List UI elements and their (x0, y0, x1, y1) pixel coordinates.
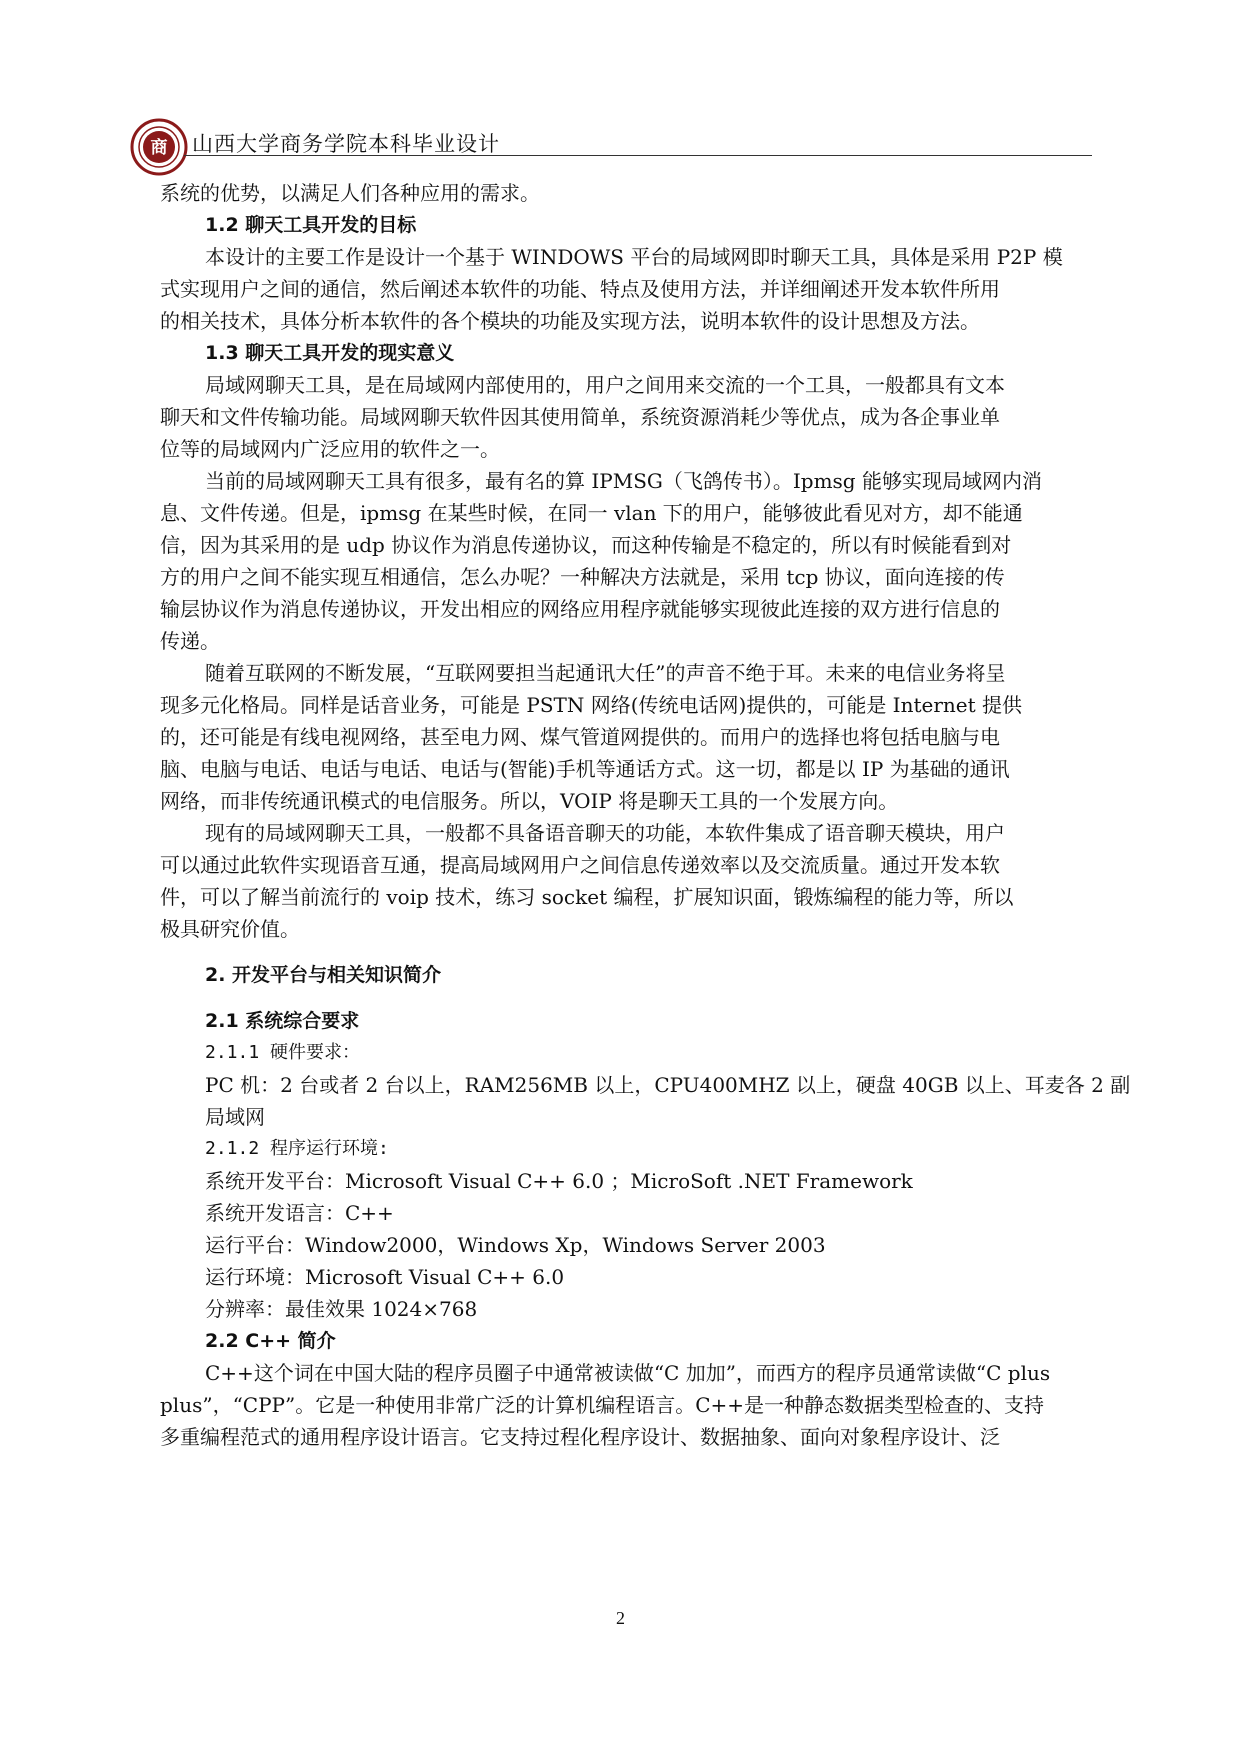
section-heading-2-2: 2.2 C++ 简介 (205, 1330, 336, 1352)
subsection-heading-2-1-1: 2.1.1 硬件要求： (205, 1042, 361, 1063)
subsection-heading-2-1-2: 2.1.2 程序运行环境: (205, 1138, 389, 1159)
paragraph-line: 当前的局域网聊天工具有很多，最有名的算 IPMSG（飞鸽传书）。Ipmsg 能够实现局域网内消 (205, 469, 1042, 493)
paragraph-line: 随着互联网的不断发展，“互联网要担当起通讯大任”的声音不绝于耳。未来的电信业务将呈 (205, 661, 1006, 685)
header-title: 山西大学商务学院本科毕业设计 (192, 132, 500, 156)
paragraph-line: 的相关技术，具体分析本软件的各个模块的功能及实现方法，说明本软件的设计思想及方法。 (160, 309, 980, 333)
page-header (130, 118, 1092, 158)
paragraph-line: 本设计的主要工作是设计一个基于 WINDOWS 平台的局域网即时聊天工具，具体是采用 P2P 模 (205, 245, 1063, 269)
university-seal-icon (130, 118, 188, 176)
svg-text:商: 商 (150, 138, 168, 158)
paragraph-line: 方的用户之间不能实现互相通信，怎么办呢？一种解决方法就是，采用 tcp 协议，面向连接的传 (160, 565, 1005, 589)
paragraph-line: 分辨率：最佳效果 1024×768 (205, 1297, 478, 1321)
paragraph-line: 聊天和文件传输功能。局域网聊天软件因其使用简单，系统资源消耗少等优点，成为各企事业单 (160, 405, 1000, 429)
section-heading-2-1: 2.1 系统综合要求 (205, 1010, 360, 1032)
paragraph-line: 运行平台：Window2000，Windows Xp，Windows Server 2003 (205, 1233, 826, 1257)
page-number: 2 (616, 1608, 625, 1628)
header-rule (184, 155, 1092, 156)
chapter-heading-2: 2. 开发平台与相关知识简介 (205, 964, 442, 986)
paragraph-line: 多重编程范式的通用程序设计语言。它支持过程化程序设计、数据抽象、面向对象程序设计、泛 (160, 1425, 1000, 1449)
section-heading-1-2: 1.2 聊天工具开发的目标 (205, 214, 417, 236)
paragraph-line: 系统开发平台：Microsoft Visual C++ 6.0 ；MicroSoft .NET Framework (205, 1169, 913, 1193)
paragraph-line: 现多元化格局。同样是话音业务，可能是 PSTN 网络(传统电话网)提供的，可能是 Internet 提供 (160, 693, 1023, 717)
paragraph-line: 极具研究价值。 (160, 917, 300, 941)
paragraph-line: 脑、电脑与电话、电话与电话、电话与(智能)手机等通话方式。这一切，都是以 IP 为基础的通讯 (160, 757, 1010, 781)
paragraph-line: 系统的优势，以满足人们各种应用的需求。 (160, 181, 540, 205)
paragraph-line: 信，因为其采用的是 udp 协议作为消息传递协议，而这种传输是不稳定的，所以有时候能看到对 (160, 533, 1012, 557)
paragraph-line: 的，还可能是有线电视网络，甚至电力网、煤气管道网提供的。而用户的选择也将包括电脑与电 (160, 725, 1000, 749)
paragraph-line: 系统开发语言：C++ (205, 1201, 394, 1225)
paragraph-line: 传递。 (160, 629, 220, 653)
paragraph-line: plus”，“CPP”。它是一种使用非常广泛的计算机编程语言。C++是一种静态数据类型检查的、支持 (160, 1393, 1045, 1417)
paragraph-line: 局域网聊天工具，是在局域网内部使用的，用户之间用来交流的一个工具，一般都具有文本 (205, 373, 1005, 397)
paragraph-line: 输层协议作为消息传递协议，开发出相应的网络应用程序就能够实现彼此连接的双方进行信息的 (160, 597, 1000, 621)
paragraph-line: 局域网 (205, 1105, 265, 1129)
paragraph-line: PC 机：2 台或者 2 台以上，RAM256MB 以上，CPU400MHZ 以上，硬盘 40GB 以上、耳麦各 2 副 (205, 1073, 1131, 1097)
paragraph-line: 式实现用户之间的通信，然后阐述本软件的功能、特点及使用方法，并详细阐述开发本软件所用 (160, 277, 1000, 301)
paragraph-line: 网络，而非传统通讯模式的电信服务。所以，VOIP 将是聊天工具的一个发展方向。 (160, 789, 899, 813)
section-heading-1-3: 1.3 聊天工具开发的现实意义 (205, 342, 455, 364)
paragraph-line: C++这个词在中国大陆的程序员圈子中通常被读做“C 加加”，而西方的程序员通常读做“C plus (205, 1361, 1051, 1385)
paragraph-line: 现有的局域网聊天工具，一般都不具备语音聊天的功能，本软件集成了语音聊天模块，用户 (205, 821, 1005, 845)
paragraph-line: 位等的局域网内广泛应用的软件之一。 (160, 437, 500, 461)
paragraph-line: 运行环境：Microsoft Visual C++ 6.0 (205, 1265, 565, 1289)
paragraph-line: 可以通过此软件实现语音互通，提高局域网用户之间信息传递效率以及交流质量。通过开发本软 (160, 853, 1000, 877)
paragraph-line: 息、文件传递。但是，ipmsg 在某些时候，在同一 vlan 下的用户，能够彼此看见对方，却不能通 (160, 501, 1023, 525)
paragraph-line: 件，可以了解当前流行的 voip 技术，练习 socket 编程，扩展知识面，锻炼编程的能力等，所以 (160, 885, 1014, 909)
